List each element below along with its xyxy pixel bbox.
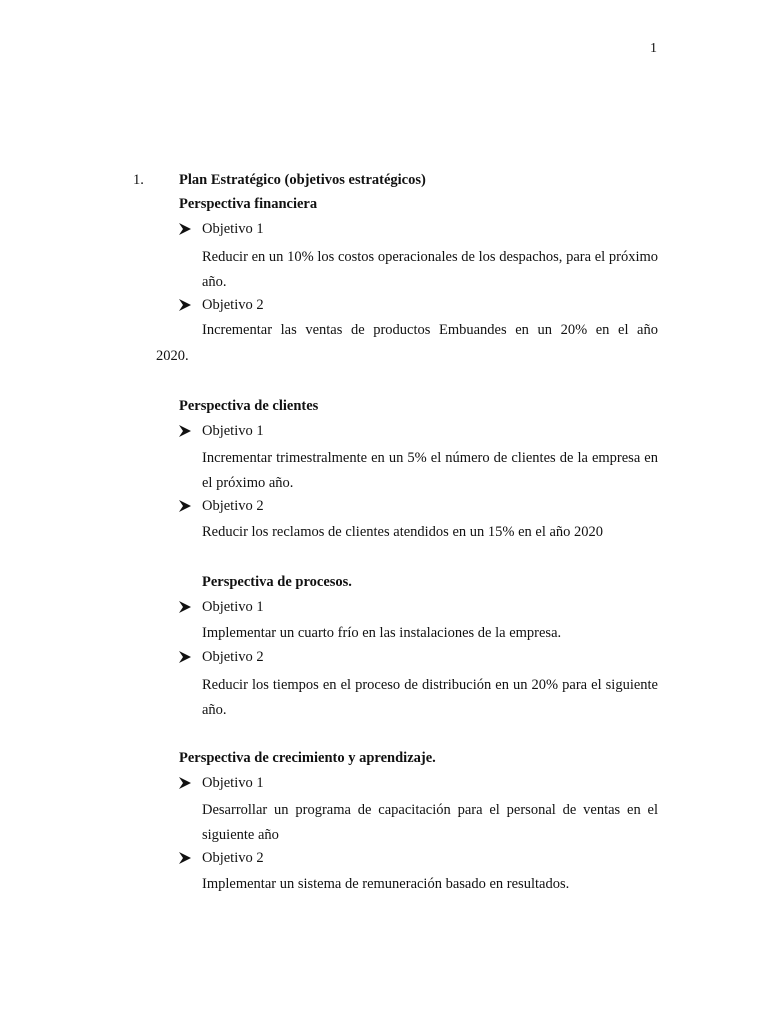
perspective-heading-financiera: Perspectiva financiera: [179, 196, 318, 212]
objective-text: Implementar un cuarto frío en las instalaciones de la empresa.: [202, 625, 562, 641]
objective-text-continuation: 2020.: [156, 348, 189, 364]
objective-label: Objetivo 2: [202, 850, 264, 866]
objective-text: Incrementar trimestralmente en un 5% el número de clientes de la empresa en el próximo año.: [202, 450, 658, 491]
objective-label: Objetivo 1: [202, 775, 264, 791]
arrow-bullet-icon: [179, 773, 193, 793]
perspective-heading-procesos: Perspectiva de procesos.: [202, 574, 352, 590]
objective-label: Objetivo 2: [202, 649, 264, 665]
objective-text: Implementar un sistema de remuneración basado en resultados.: [202, 876, 570, 892]
arrow-bullet-icon: [179, 421, 193, 441]
arrow-bullet-icon: [179, 597, 193, 617]
objective-text: Desarrollar un programa de capacitación para el personal de ventas en el siguiente año: [202, 802, 658, 843]
arrow-bullet-icon: [179, 848, 193, 868]
objective-text: Reducir los tiempos en el proceso de distribución en un 20% para el siguiente año.: [202, 677, 658, 718]
objective-text: Incrementar las ventas de productos Embuandes en un 20% en el año: [202, 322, 658, 338]
arrow-bullet-icon: [179, 647, 193, 667]
perspective-heading-clientes: Perspectiva de clientes: [179, 398, 319, 414]
arrow-bullet-icon: [179, 219, 193, 239]
section-number: 1.: [133, 172, 144, 188]
section-title: Plan Estratégico (objetivos estratégicos): [179, 172, 426, 188]
objective-label: Objetivo 2: [202, 498, 264, 514]
perspective-heading-crecimiento: Perspectiva de crecimiento y aprendizaje.: [179, 750, 436, 766]
objective-label: Objetivo 1: [202, 221, 264, 237]
arrow-bullet-icon: [179, 496, 193, 516]
page-number: 1: [650, 41, 657, 56]
objective-text: Reducir en un 10% los costos operacionales de los despachos, para el próximo año.: [202, 249, 658, 290]
objective-label: Objetivo 2: [202, 297, 264, 313]
arrow-bullet-icon: [179, 295, 193, 315]
objective-label: Objetivo 1: [202, 423, 264, 439]
objective-label: Objetivo 1: [202, 599, 264, 615]
objective-text: Reducir los reclamos de clientes atendidos en un 15% en el año 2020: [202, 524, 604, 540]
